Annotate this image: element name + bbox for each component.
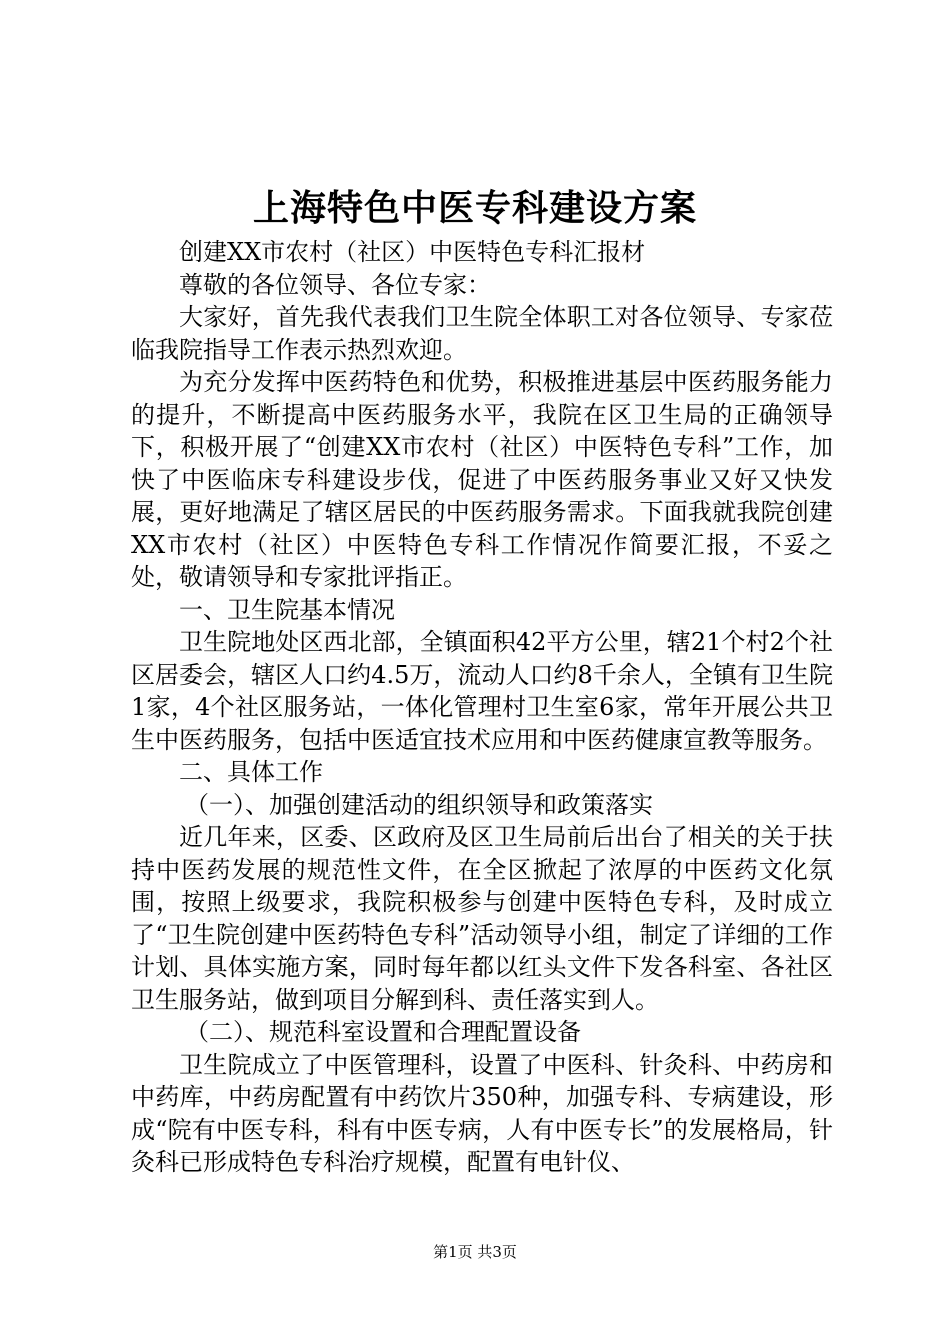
paragraph-welcome: 大家好，首先我代表我们卫生院全体职工对各位领导、专家莅临我院指导工作表示热烈欢迎。 xyxy=(131,303,833,364)
document-body xyxy=(131,236,833,1179)
paragraph-departments: 卫生院成立了中医管理科，设置了中医科、针灸科、中药房和中药库，中药房配置有中药饮片350种，加强专科、专病建设，形成“院有中医专科，科有中医专病，人有中医专长”的发展格局，针灸科已形成特色专科治疗规模，配置有电针仪、 xyxy=(131,1050,833,1176)
section-heading-specific-work: 二、具体工作 xyxy=(179,758,323,786)
subsection-heading-2: （二）、规范科室设置和合理配置设备 xyxy=(185,1018,581,1046)
paragraph-organization: 近几年来，区委、区政府及区卫生局前后出台了相关的关于扶持中医药发展的规范性文件，在全区掀起了浓厚的中医药文化氛围，按照上级要求，我院积极参与创建中医特色专科，及时成立了“卫生院创建中医药特色专科”活动领导小组，制定了详细的工作计划、具体实施方案，同时每年都以红头文件下发各科室、各社区卫生服务站，做到项目分解到科、责任落实到人。 xyxy=(131,823,833,1014)
paragraph-basic-info: 卫生院地处区西北部，全镇面积42平方公里，辖21个村2个社区居委会，辖区人口约4.5万，流动人口约8千余人，全镇有卫生院1家，4个社区服务站，一体化管理村卫生室6家，常年开展公共卫生中医药服务，包括中医适宜技术应用和中医药健康宣教等服务。 xyxy=(131,628,833,754)
report-subtitle: 创建XX市农村（社区）中医特色专科汇报材 xyxy=(179,238,646,266)
section-heading-basic-info: 一、卫生院基本情况 xyxy=(179,595,395,624)
salutation: 尊敬的各位领导、各位专家： xyxy=(179,270,491,299)
subsection-heading-1: （一）、加强创建活动的组织领导和政策落实 xyxy=(185,790,653,819)
document-title: 上海特色中医专科建设方案 xyxy=(252,187,697,229)
paragraph-intro: 为充分发挥中医药特色和优势，积极推进基层中医药服务能力的提升，不断提高中医药服务水平，我院在区卫生局的正确领导下，积极开展了“创建XX市农村（社区）中医特色专科”工作，加快了中医临床专科建设步伐，促进了中医药服务事业又好又快发展，更好地满足了辖区居民的中医药服务需求。下面我就我院创建XX市农村（社区）中医特色专科工作情况作简要汇报，不妥之处，敬请领导和专家批评指正。 xyxy=(131,368,833,591)
page-footer: 第1页 共3页 xyxy=(433,1243,517,1261)
